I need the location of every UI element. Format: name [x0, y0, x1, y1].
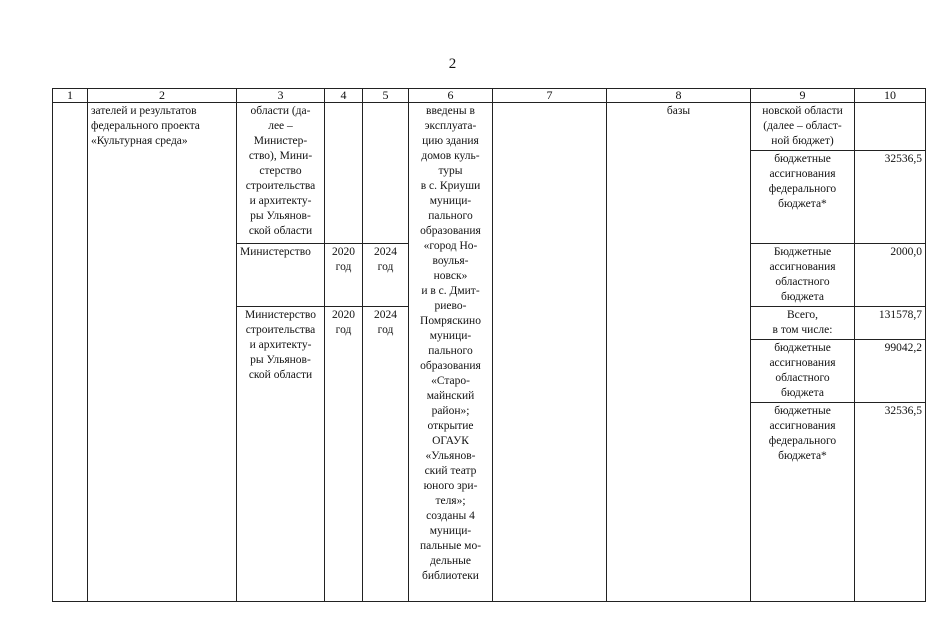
amount-cell: 32536,5	[855, 403, 926, 602]
start-year-cell: 2020 год	[325, 244, 363, 307]
source-cell: бюджетные ассигнования федерального бюджета*	[751, 151, 855, 244]
project-cell: зателей и результатов федерального проекта «Культурная среда»	[88, 103, 237, 602]
start-year-cell	[325, 103, 363, 244]
budget-table	[52, 88, 926, 602]
start-year-cell: 2020 год	[325, 307, 363, 602]
executor-cell: Министерство	[237, 244, 325, 307]
col1-cell	[53, 103, 88, 602]
col8-cell: базы	[607, 103, 751, 602]
amount-cell: 99042,2	[855, 340, 926, 403]
amount-cell: 131578,7	[855, 307, 926, 340]
col7-cell	[493, 103, 607, 602]
header-cell: 8	[607, 89, 751, 103]
header-cell: 7	[493, 89, 607, 103]
amount-cell	[855, 103, 926, 151]
header-cell: 6	[409, 89, 493, 103]
result-cell: введены в эксплуата- цию здания домов куль- туры в с. Криуши муници- пального образования «город Но- воулья- новск» и в с. Дмит- риево- Помряскино муници- пального образования «Старо- майнский район»; открытие ОГАУК «Ульянов- ский театр юного зри- теля»; созданы 4 муници- пальные мо- дельные библиотеки	[409, 103, 493, 602]
amount-cell: 2000,0	[855, 244, 926, 307]
source-cell: бюджетные ассигнования федерального бюджета*	[751, 403, 855, 602]
executor-cell: Министерство строительства и архитекту- ры Ульянов- ской области	[237, 307, 325, 602]
header-cell: 3	[237, 89, 325, 103]
header-cell: 1	[53, 89, 88, 103]
end-year-cell	[363, 103, 409, 244]
table-row	[53, 103, 926, 151]
amount-cell: 32536,5	[855, 151, 926, 244]
source-cell: новской области (далее – област- ной бюджет)	[751, 103, 855, 151]
end-year-cell: 2024 год	[363, 244, 409, 307]
page-number: 2	[448, 56, 457, 72]
header-cell: 5	[363, 89, 409, 103]
header-cell: 9	[751, 89, 855, 103]
header-cell: 4	[325, 89, 363, 103]
header-row	[53, 89, 926, 103]
end-year-cell: 2024 год	[363, 307, 409, 602]
header-cell: 10	[855, 89, 926, 103]
executor-cell: области (да- лее – Министер- ство), Мини- стерство строительства и архитекту- ры Ульянов- ской области	[237, 103, 325, 244]
source-cell: Бюджетные ассигнования областного бюджета	[751, 244, 855, 307]
source-cell: Всего, в том числе:	[751, 307, 855, 340]
source-cell: бюджетные ассигнования областного бюджета	[751, 340, 855, 403]
header-cell: 2	[88, 89, 237, 103]
